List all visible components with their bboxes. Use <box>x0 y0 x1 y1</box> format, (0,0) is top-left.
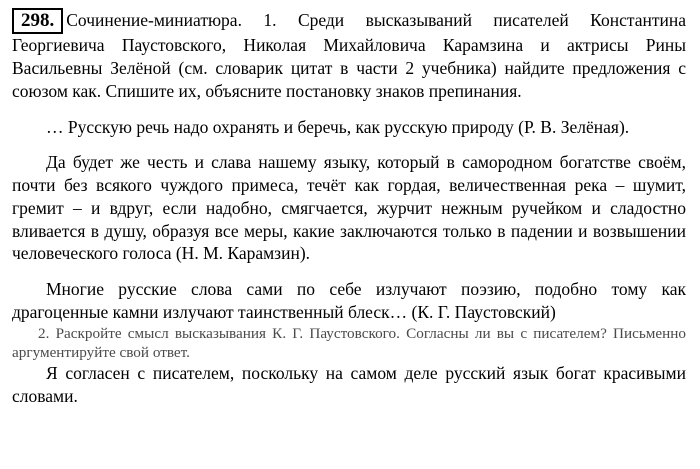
quote-1: … Русскую речь надо охранять и беречь, как русскую природу (Р. В. Зелёная). <box>46 116 630 137</box>
student-answer: Я согласен с писателем, поскольку на самом деле русский язык богат красивыми словами. <box>12 363 686 407</box>
quote-3: Многие русские слова сами по себе излучают поэзию, подобно тому как драгоценные камни излучают таинственный блеск… (К. Г. Паустовский) <box>12 279 686 322</box>
quote-2: Да будет же честь и слава нашему языку, который в самородном богатстве своём, почти без всякого чуждого примеса, течёт как гордая, величественная река – шумит, гремит – и вдруг, если надобно, смягчается, журчит нежным ручейком и сладостно вливается в душу, образуя все меры, какие заключаются только в падении и возвышении человеческого голоса (Н. М. Карамзин). <box>12 152 686 264</box>
task-2: 2. Раскройте смысл высказывания К. Г. Паустовского. Согласны ли вы с писателем? Письменно аргументируйте свой ответ. <box>12 324 686 361</box>
exercise-number: 298. <box>12 8 63 34</box>
exercise-task-intro: Сочинение-миниатюра. 1. Среди высказываний писателей Константина Георгиевича Паустовского, Николая Михайловича Карамзина и актрисы Рины Васильевны Зелёной (см. словарик цитат в части 2 учебника) найдите предложения с союзом как. Спишите их, объясните постановку знаков препинания. <box>12 10 686 101</box>
exercise-header <box>0 0 700 103</box>
